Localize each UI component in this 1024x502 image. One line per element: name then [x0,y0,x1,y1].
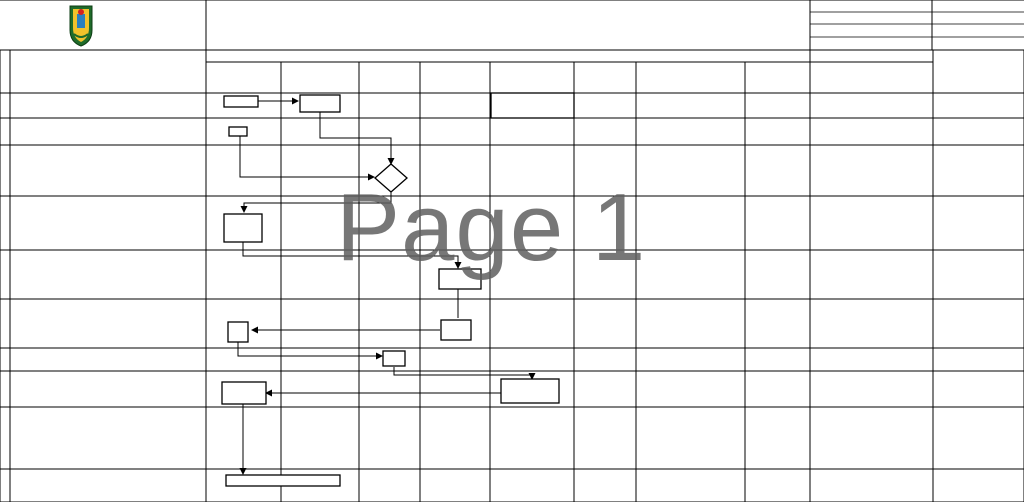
row-no-3 [0,145,10,196]
process-box-10 [222,382,266,404]
column-keterangan [933,50,1024,93]
row-output-3 [810,145,933,196]
flow-connector-9 [394,367,532,379]
row-output-7 [810,348,933,371]
row-waktu-8 [745,371,810,407]
meta-label-3 [812,24,932,37]
row-kegiatan-7 [11,348,206,371]
row-kegiatan-3 [11,145,206,196]
row-waktu-5 [745,250,810,299]
row-waktu-4 [745,196,810,250]
row-waktu-1 [745,93,810,118]
column-actor-3 [359,62,420,93]
row-output-4 [810,196,933,250]
row-no-1 [0,93,10,118]
row-kelengkapan-7 [636,348,745,371]
meta-label-1 [812,0,932,12]
row-kelengkapan-5 [636,250,745,299]
row-no-2 [0,118,10,145]
row-output-10 [810,469,933,502]
row-kegiatan-6 [11,299,206,348]
row-no-4 [0,196,10,250]
row-kelengkapan-9 [636,407,745,469]
process-box-5 [439,269,481,289]
column-no [0,50,10,93]
row-waktu-3 [745,145,810,196]
row-no-8 [0,371,10,407]
process-box-4 [224,214,262,242]
process-box-8 [383,351,405,366]
row-output-1 [810,93,933,118]
row-kegiatan-4 [11,196,206,250]
flow-connector-8 [238,342,382,356]
row-kegiatan-8 [11,371,206,407]
flow-connector-3 [240,135,374,177]
row-waktu-10 [745,469,810,502]
row-waktu-2 [745,118,810,145]
row-kelengkapan-2 [636,118,745,145]
row-kegiatan-2 [11,118,206,145]
column-actor-1 [206,62,281,93]
document-title [206,0,810,50]
flow-connector-2 [320,112,391,164]
row-no-5 [0,250,10,299]
row-kegiatan-1 [11,93,206,118]
process-box-3 [229,127,247,136]
process-box-register-highlight [491,93,574,118]
row-output-8 [810,371,933,407]
row-kelengkapan-1 [636,93,745,118]
column-kegiatan [10,50,206,93]
process-box-6 [441,320,471,340]
process-box-1 [224,96,258,107]
row-kegiatan-9 [11,407,206,469]
row-kelengkapan-6 [636,299,745,348]
flow-connector-5 [243,242,458,268]
column-mutu-3 [810,62,933,93]
row-no-6 [0,299,10,348]
row-output-2 [810,118,933,145]
process-box-11 [226,475,340,486]
meta-label-4 [812,37,932,50]
meta-value-4 [934,37,1024,50]
meta-value-3 [934,24,1024,37]
meta-label-2 [812,12,932,24]
column-mutu-2 [745,62,810,93]
column-actor-2 [281,62,359,93]
column-actor-6 [574,62,636,93]
row-kelengkapan-4 [636,196,745,250]
row-waktu-7 [745,348,810,371]
process-box-7 [228,322,248,342]
row-kelengkapan-3 [636,145,745,196]
row-kegiatan-10 [11,469,206,502]
row-kelengkapan-8 [636,371,745,407]
row-kegiatan-5 [11,250,206,299]
row-waktu-6 [745,299,810,348]
row-kelengkapan-10 [636,469,745,502]
column-actor-4 [420,62,490,93]
page-watermark: Page 1 [336,174,647,281]
column-mutu-1 [636,62,745,93]
meta-value-2 [934,12,1024,24]
row-output-5 [810,250,933,299]
flow-connector-4 [244,191,391,212]
row-no-10 [0,469,10,502]
decision-diamond [375,164,407,192]
row-waktu-9 [745,407,810,469]
row-no-7 [0,348,10,371]
row-output-6 [810,299,933,348]
row-no-9 [0,407,10,469]
process-box-2 [300,95,340,112]
column-pelaksana [206,50,636,62]
process-box-9 [501,379,559,403]
meta-value-1 [934,0,1024,12]
column-mutu-baku [636,50,933,62]
column-actor-5 [490,62,574,93]
row-output-9 [810,407,933,469]
